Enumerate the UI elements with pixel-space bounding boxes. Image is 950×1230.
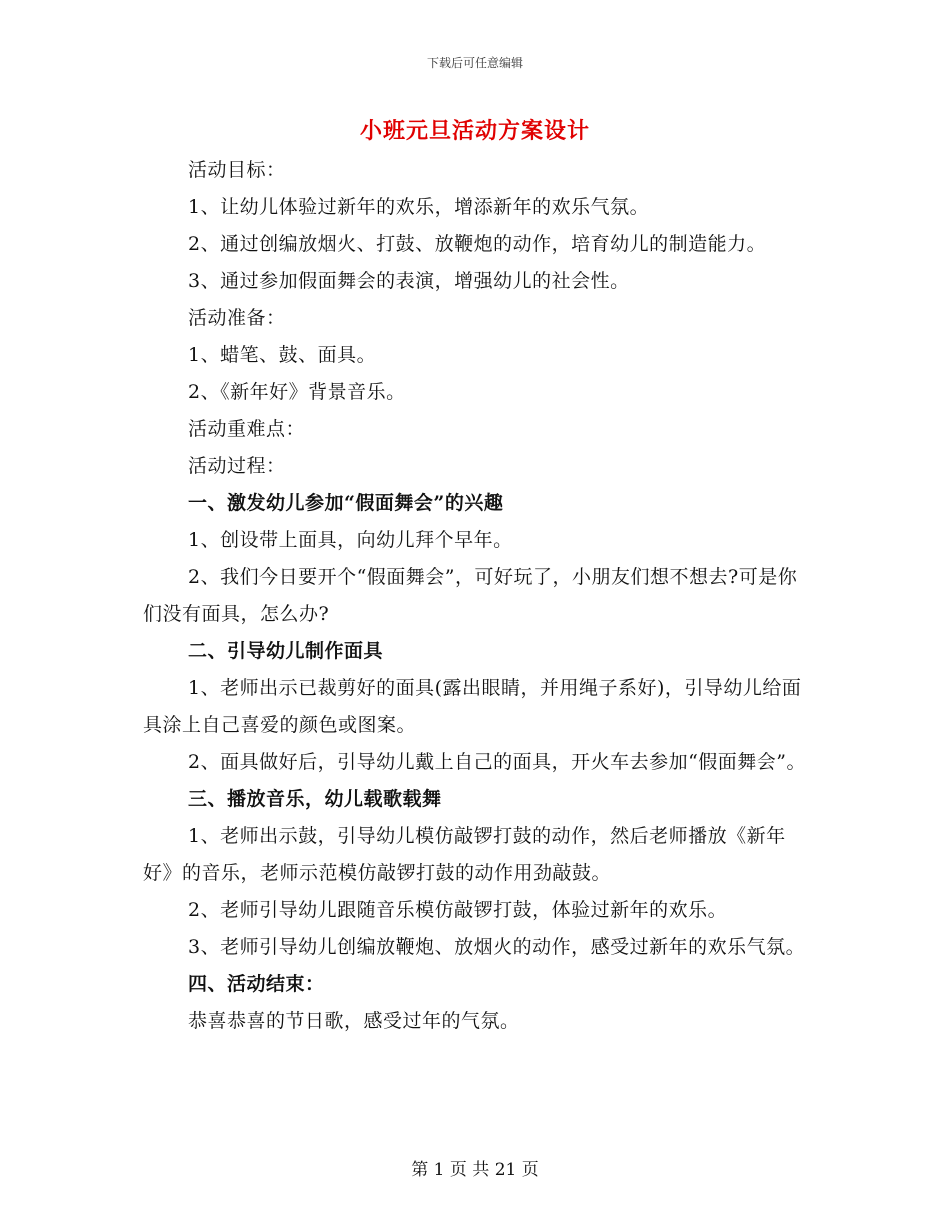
document-body	[143, 152, 808, 1040]
paragraph: 1、让幼儿体验过新年的欢乐，增添新年的欢乐气氛。	[188, 196, 650, 218]
page-footer: 第 1 页 共 21 页	[411, 1160, 539, 1180]
header-note: 下载后可任意编辑	[426, 56, 523, 70]
paragraph: 1、老师出示鼓，引导幼儿模仿敲锣打鼓的动作，然后老师播放《新年好》的音乐，老师示范模仿敲锣打鼓的动作用劲敲鼓。	[143, 825, 786, 884]
paragraph: 1、蜡笔、鼓、面具。	[188, 344, 377, 366]
section-heading: 二、引导幼儿制作面具	[188, 640, 384, 662]
paragraph: 2、通过创编放烟火、打鼓、放鞭炮的动作，培育幼儿的制造能力。	[188, 233, 767, 255]
paragraph: 3、老师引导幼儿创编放鞭炮、放烟火的动作，感受过新年的欢乐气氛。	[188, 936, 806, 958]
paragraph: 活动准备：	[188, 307, 286, 329]
section-heading: 一、激发幼儿参加“假面舞会”的兴趣	[188, 492, 504, 514]
paragraph: 2、《新年好》背景音乐。	[188, 381, 406, 403]
paragraph: 3、通过参加假面舞会的表演，增强幼儿的社会性。	[188, 270, 630, 292]
section-heading: 四、活动结束：	[188, 973, 325, 995]
paragraph: 1、创设带上面具，向幼儿拜个早年。	[188, 529, 513, 551]
paragraph: 1、老师出示已裁剪好的面具(露出眼睛，并用绳子系好)，引导幼儿给面具涂上自己喜爱的颜色或图案。	[143, 677, 802, 736]
paragraph: 活动重难点：	[188, 418, 306, 440]
paragraph: 恭喜恭喜的节日歌，感受过年的气氛。	[188, 1010, 520, 1032]
paragraph: 2、面具做好后，引导幼儿戴上自己的面具，开火车去参加“假面舞会”。	[188, 751, 807, 773]
paragraph: 2、我们今日要开个“假面舞会”，可好玩了，小朋友们想不想去?可是你们没有面具，怎么办?	[143, 566, 798, 625]
paragraph: 活动目标：	[188, 159, 286, 181]
section-heading: 三、播放音乐，幼儿载歌载舞	[188, 788, 442, 810]
paragraph: 活动过程：	[188, 455, 286, 477]
paragraph: 2、老师引导幼儿跟随音乐模仿敲锣打鼓，体验过新年的欢乐。	[188, 899, 728, 921]
document-title: 小班元旦活动方案设计	[359, 118, 590, 144]
